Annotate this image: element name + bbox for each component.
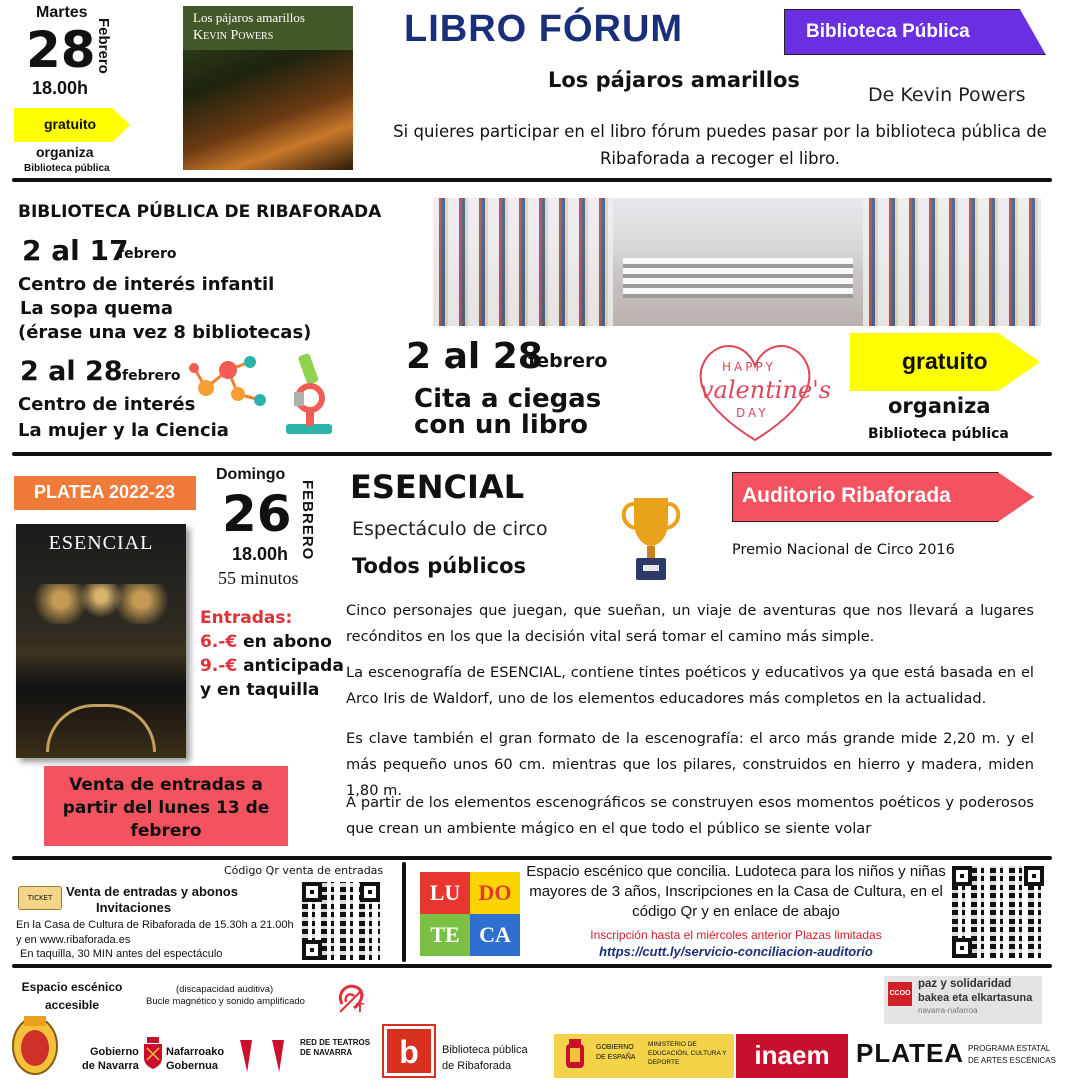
ccoo-logo: CCOO bbox=[888, 982, 912, 1006]
navarra-crest-icon bbox=[142, 1036, 164, 1070]
library-tables bbox=[623, 258, 853, 298]
biblio-e1-line2: La sopa quema bbox=[20, 298, 174, 319]
access-note-2: Bucle magnético y sonido amplificado bbox=[146, 996, 305, 1007]
esencial-title: ESENCIAL bbox=[350, 468, 525, 506]
esencial-paragraph-3: Es clave también el gran formato de la escenografía: el arco más grande mide 2,20 m. y el más pequeño unos 60 cm. mientras que los pilares, construidos en hierro y madera, miden 1,80 m. bbox=[346, 730, 1034, 799]
hearing-loop-icon bbox=[334, 982, 370, 1018]
price-row-1 bbox=[200, 632, 332, 652]
book-cover-image bbox=[183, 6, 353, 170]
min-line-2: DE ESPAÑA bbox=[596, 1054, 636, 1061]
qr-code-tickets[interactable] bbox=[302, 882, 380, 960]
price-2: 9.-€ bbox=[200, 656, 238, 676]
ludo-piece-3: TE bbox=[420, 914, 470, 956]
gob-line-2: de Navarra bbox=[82, 1060, 139, 1072]
qr-code-ludoteca[interactable] bbox=[952, 866, 1044, 958]
price-2-text: anticipada bbox=[237, 656, 344, 676]
libro-day: 28 bbox=[26, 21, 96, 79]
esencial-audience: Todos públicos bbox=[352, 554, 527, 578]
poster-performers bbox=[34, 584, 168, 624]
molecule-icon bbox=[186, 348, 270, 414]
libro-description: Si quieres participar en el libro fórum puedes pasar por la biblioteca pública de Ribaforada a recoger el libro. bbox=[393, 122, 1047, 168]
biblio-e2-date: 2 al 28 bbox=[20, 356, 123, 387]
libro-badge: Biblioteca Pública bbox=[806, 21, 970, 42]
libro-author: De Kevin Powers bbox=[868, 84, 1026, 106]
ludoteca-link[interactable]: https://cutt.ly/servicio-conciliacion-auditorio bbox=[599, 944, 873, 959]
hearing-loop-letter: T bbox=[356, 1000, 364, 1015]
biblio-e2-line2: La mujer y la Ciencia bbox=[18, 420, 229, 441]
biblio-e1-line1: Centro de interés infantil bbox=[18, 274, 275, 295]
divider-4 bbox=[12, 964, 1052, 968]
gob-line-1: Gobierno bbox=[90, 1046, 139, 1058]
biblio-org-name: Biblioteca pública bbox=[868, 426, 1009, 442]
esencial-day: 26 bbox=[222, 485, 292, 543]
trophy-icon bbox=[616, 492, 686, 584]
qr-corner bbox=[952, 938, 972, 958]
paz-line-3: navarra-nafarroa bbox=[918, 1006, 978, 1015]
platea-logo: PLATEA bbox=[856, 1038, 965, 1068]
spain-crest-icon bbox=[560, 1038, 590, 1074]
library-shelf-right bbox=[863, 198, 1041, 326]
divider-3 bbox=[12, 856, 1052, 860]
inaem-logo: inaem bbox=[736, 1034, 848, 1078]
red-teatros-mark-2 bbox=[272, 1040, 284, 1072]
biblio-e3-month: febrero bbox=[528, 350, 608, 372]
book-cover-title: Los pájaros amarillos bbox=[193, 10, 305, 25]
libro-free: gratuito bbox=[44, 116, 97, 132]
biblio-heading: BIBLIOTECA PÚBLICA DE RIBAFORADA bbox=[18, 202, 382, 222]
biblio-e3-line2: con un libro bbox=[414, 410, 589, 440]
ludo-piece-4: CA bbox=[470, 914, 520, 956]
qr-corner bbox=[1024, 866, 1044, 886]
ludo-piece-2: DO bbox=[470, 872, 520, 914]
qr-corner bbox=[302, 882, 322, 902]
valentine-text-1: HAPPY bbox=[722, 360, 776, 374]
libro-organiza: organiza bbox=[36, 144, 94, 160]
biblio-free: gratuito bbox=[902, 348, 988, 374]
library-shelf-left bbox=[433, 198, 613, 326]
libro-org-name: Biblioteca pública bbox=[24, 163, 110, 174]
sales-line-2: En taquilla, 30 MIN antes del espectáculo bbox=[20, 948, 223, 960]
red-line-1: RED DE TEATROS bbox=[300, 1038, 371, 1047]
platea-line-2: DE ARTES ESCÉNICAS bbox=[968, 1056, 1056, 1065]
esencial-award: Premio Nacional de Circo 2016 bbox=[732, 542, 955, 558]
libro-month: Febrero bbox=[95, 18, 112, 74]
biblio-e3-line1: Cita a ciegas bbox=[414, 384, 602, 414]
qr-corner bbox=[360, 882, 380, 902]
qr-corner bbox=[952, 866, 972, 886]
ludoteca-deadline: Inscripción hasta el miércoles anterior Plazas limitadas bbox=[590, 928, 882, 942]
gob-line-3: Nafarroako bbox=[166, 1046, 225, 1058]
esencial-duration: 55 minutos bbox=[218, 568, 299, 588]
libro-day-name: Martes bbox=[36, 4, 88, 21]
ludoteca-text: Espacio escénico que concilia. Ludoteca para los niños y niñas mayores de 3 años, Inscripciones en la Casa de Cultura, en el código Qr y en enlace de abajo bbox=[526, 863, 946, 920]
microscope-icon bbox=[280, 350, 340, 438]
poster-arc bbox=[46, 704, 156, 752]
min-line-1: GOBIERNO bbox=[596, 1044, 634, 1051]
divider-2 bbox=[12, 452, 1052, 456]
red-line-2: DE NAVARRA bbox=[300, 1048, 353, 1057]
gob-line-4: Gobernua bbox=[166, 1060, 218, 1072]
valentine-text-3: DAY bbox=[736, 406, 769, 420]
biblio-e2-month: febrero bbox=[122, 368, 181, 384]
ludoteca-logo bbox=[420, 872, 520, 956]
tickets-label: Entradas: bbox=[200, 608, 293, 628]
ribaforada-shield-icon bbox=[10, 1012, 60, 1076]
bib-line-1: Biblioteca pública bbox=[442, 1044, 528, 1056]
price-1-text: en abono bbox=[237, 632, 332, 652]
biblio-e1-month: febrero bbox=[118, 246, 177, 262]
esencial-paragraph-2: La escenografía de ESENCIAL, contiene tintes poéticos y educativos ya que está basada en el Arco Iris de Waldorf, uno de los elementos educadores más completos en la actualidad. bbox=[346, 664, 1034, 707]
venue-badge: Auditorio Ribaforada bbox=[742, 484, 951, 507]
biblio-e1-line3: (érase una vez 8 bibliotecas) bbox=[18, 322, 312, 343]
libro-time: 18.00h bbox=[32, 78, 89, 98]
esencial-month: FEBRERO bbox=[299, 480, 316, 561]
esencial-paragraph-1: Cinco personajes que juegan, que sueñan, un viaje de aventuras que nos llevará a lugares recónditos en los que la decisión vital será tomar el camino más simple. bbox=[346, 602, 1034, 645]
biblio-e1-date: 2 al 17 bbox=[22, 234, 129, 267]
valentine-text-2: valentine's bbox=[700, 376, 832, 404]
price-1: 6.-€ bbox=[200, 632, 238, 652]
red-teatros-mark-1 bbox=[240, 1040, 252, 1072]
sales-sub: Invitaciones bbox=[96, 900, 172, 915]
divider-1 bbox=[12, 178, 1052, 182]
platea-line-1: PROGRAMA ESTATAL bbox=[968, 1044, 1051, 1053]
min-line-3: MINISTERIO DE EDUCACIÓN, CULTURA Y DEPORTE bbox=[648, 1041, 727, 1066]
access-title: Espacio escénico accesible bbox=[21, 980, 123, 1012]
esencial-time: 18.00h bbox=[232, 544, 289, 564]
poster-title: ESENCIAL bbox=[48, 532, 154, 554]
access-note-1: (discapacidad auditiva) bbox=[176, 984, 274, 995]
esencial-day-name: Domingo bbox=[216, 466, 286, 483]
price-row-3: y en taquilla bbox=[200, 680, 320, 700]
libro-book-title: Los pájaros amarillos bbox=[548, 68, 800, 92]
paz-line-1: paz y solidaridad bbox=[918, 978, 1012, 990]
paz-line-2: bakea eta elkartasuna bbox=[918, 992, 1033, 1004]
esencial-subtitle: Espectáculo de circo bbox=[352, 518, 548, 540]
library-photo bbox=[433, 198, 1041, 326]
ticket-icon: TICKET bbox=[18, 886, 62, 910]
biblio-e3-date: 2 al 28 bbox=[406, 336, 543, 377]
libro-heading: LIBRO FÓRUM bbox=[404, 8, 684, 50]
esencial-poster bbox=[16, 524, 186, 758]
biblio-organiza: organiza bbox=[888, 394, 991, 418]
bib-line-2: de Ribaforada bbox=[442, 1060, 512, 1072]
info-vertical-divider bbox=[402, 862, 406, 962]
sales-title: Venta de entradas y abonos bbox=[66, 884, 238, 899]
biblio-e2-line1: Centro de interés bbox=[18, 394, 196, 415]
platea-badge: PLATEA 2022-23 bbox=[34, 482, 176, 502]
qr-corner bbox=[302, 940, 322, 960]
sale-text: Venta de entradas a partir del lunes 13 de febrero bbox=[62, 775, 270, 841]
book-cover-author: Kevin Powers bbox=[193, 28, 274, 43]
ludo-piece-1: LU bbox=[420, 872, 470, 914]
sales-line-1: En la Casa de Cultura de Ribaforada de 15.30h a 21.00h y en www.ribaforada.es bbox=[16, 919, 294, 946]
price-row-2 bbox=[200, 656, 344, 676]
esencial-paragraph-4: A partir de los elementos escenográficos se construyen esos momentos poéticos y poderosos que crean un ambiente mágico en el que todo el público se siente volar bbox=[346, 794, 1034, 837]
qr-label: Código Qr venta de entradas bbox=[224, 864, 384, 877]
biblioteca-logo: b bbox=[384, 1026, 434, 1076]
